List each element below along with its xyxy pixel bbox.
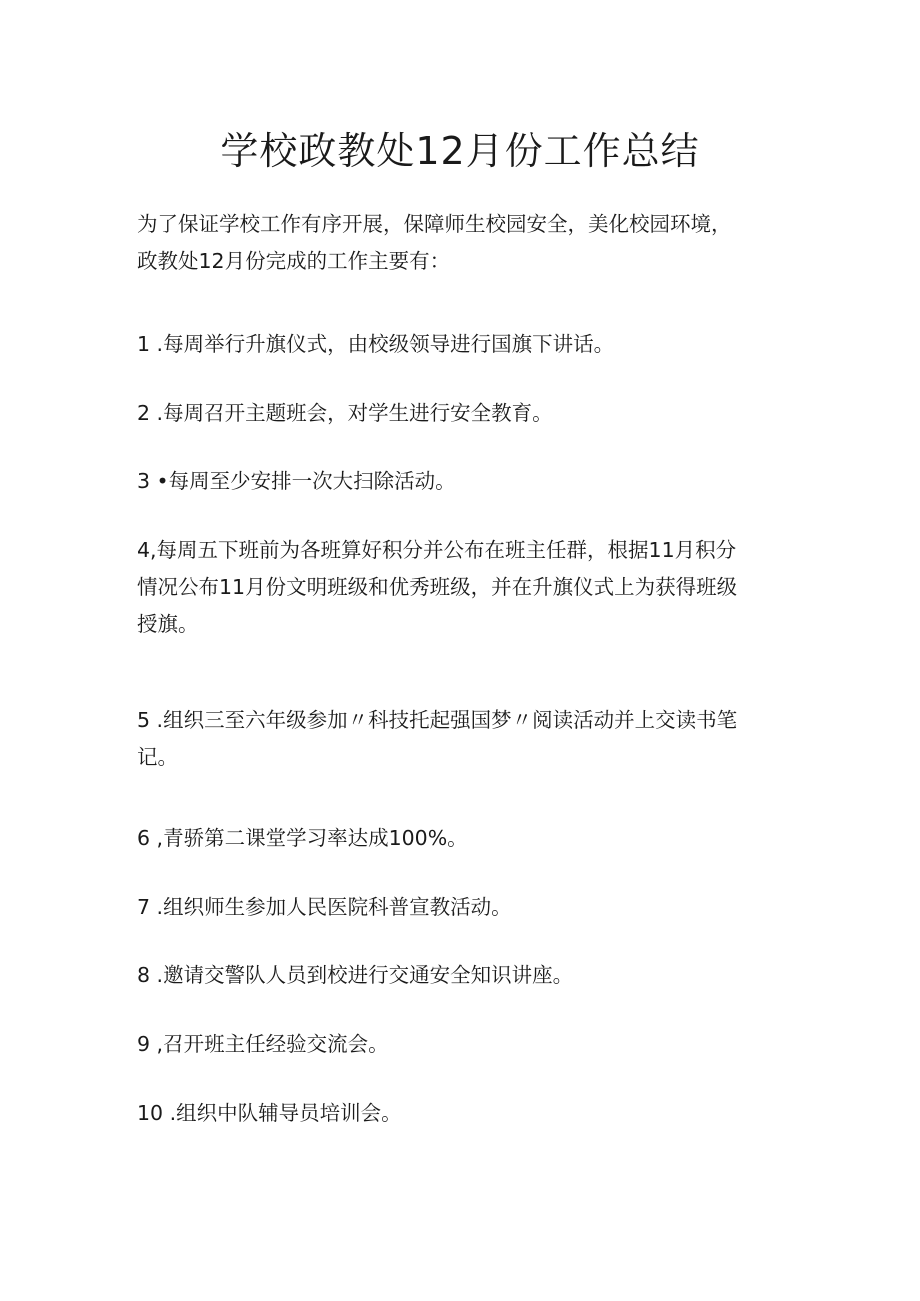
list-item-line: 3 •每周至少安排一次大扫除活动。 <box>137 469 456 493</box>
list-item <box>137 1026 787 1063</box>
list-item <box>137 532 787 643</box>
list-item-line: 10 .组织中队辅导员培训会。 <box>137 1101 402 1125</box>
list-item-line: 记。 <box>137 745 178 769</box>
list-item-line: 1 .每周举行升旗仪式，由校级领导进行国旗下讲话。 <box>137 332 615 356</box>
list-item <box>137 957 787 994</box>
page-title: 学校政教处12月份工作总结 <box>220 129 700 173</box>
intro-line: 政教处12月份完成的工作主要有： <box>137 249 451 273</box>
list-item-line: 5 .组织三至六年级参加〃科技托起强国梦〃阅读活动并上交读书笔 <box>137 708 738 732</box>
list-item <box>137 702 787 776</box>
list-item-line: 8 .邀请交警队人员到校进行交通安全知识讲座。 <box>137 963 574 987</box>
list-item <box>137 326 787 363</box>
list-item-line: 2 .每周召开主题班会，对学生进行安全教育。 <box>137 401 553 425</box>
intro-line: 为了保证学校工作有序开展，保障师生校园安全，美化校园环境， <box>137 212 732 236</box>
list-item-line: 情况公布11月份文明班级和优秀班级，并在升旗仪式上为获得班级 <box>137 575 738 599</box>
list-item-line: 7 .组织师生参加人民医院科普宣教活动。 <box>137 895 512 919</box>
list-item-line: 4,每周五下班前为各班算好积分并公布在班主任群，根据11月积分 <box>137 538 737 562</box>
list-item-line: 授旗。 <box>137 612 199 636</box>
list-item-line: 6 ,青骄第二课堂学习率达成100%。 <box>137 826 468 850</box>
list-item <box>137 395 787 432</box>
list-item <box>137 889 787 926</box>
list-item <box>137 463 787 500</box>
list-item <box>137 1095 787 1132</box>
intro-paragraph <box>137 206 787 280</box>
list-item <box>137 820 787 857</box>
list-item-line: 9 ,召开班主任经验交流会。 <box>137 1032 389 1056</box>
